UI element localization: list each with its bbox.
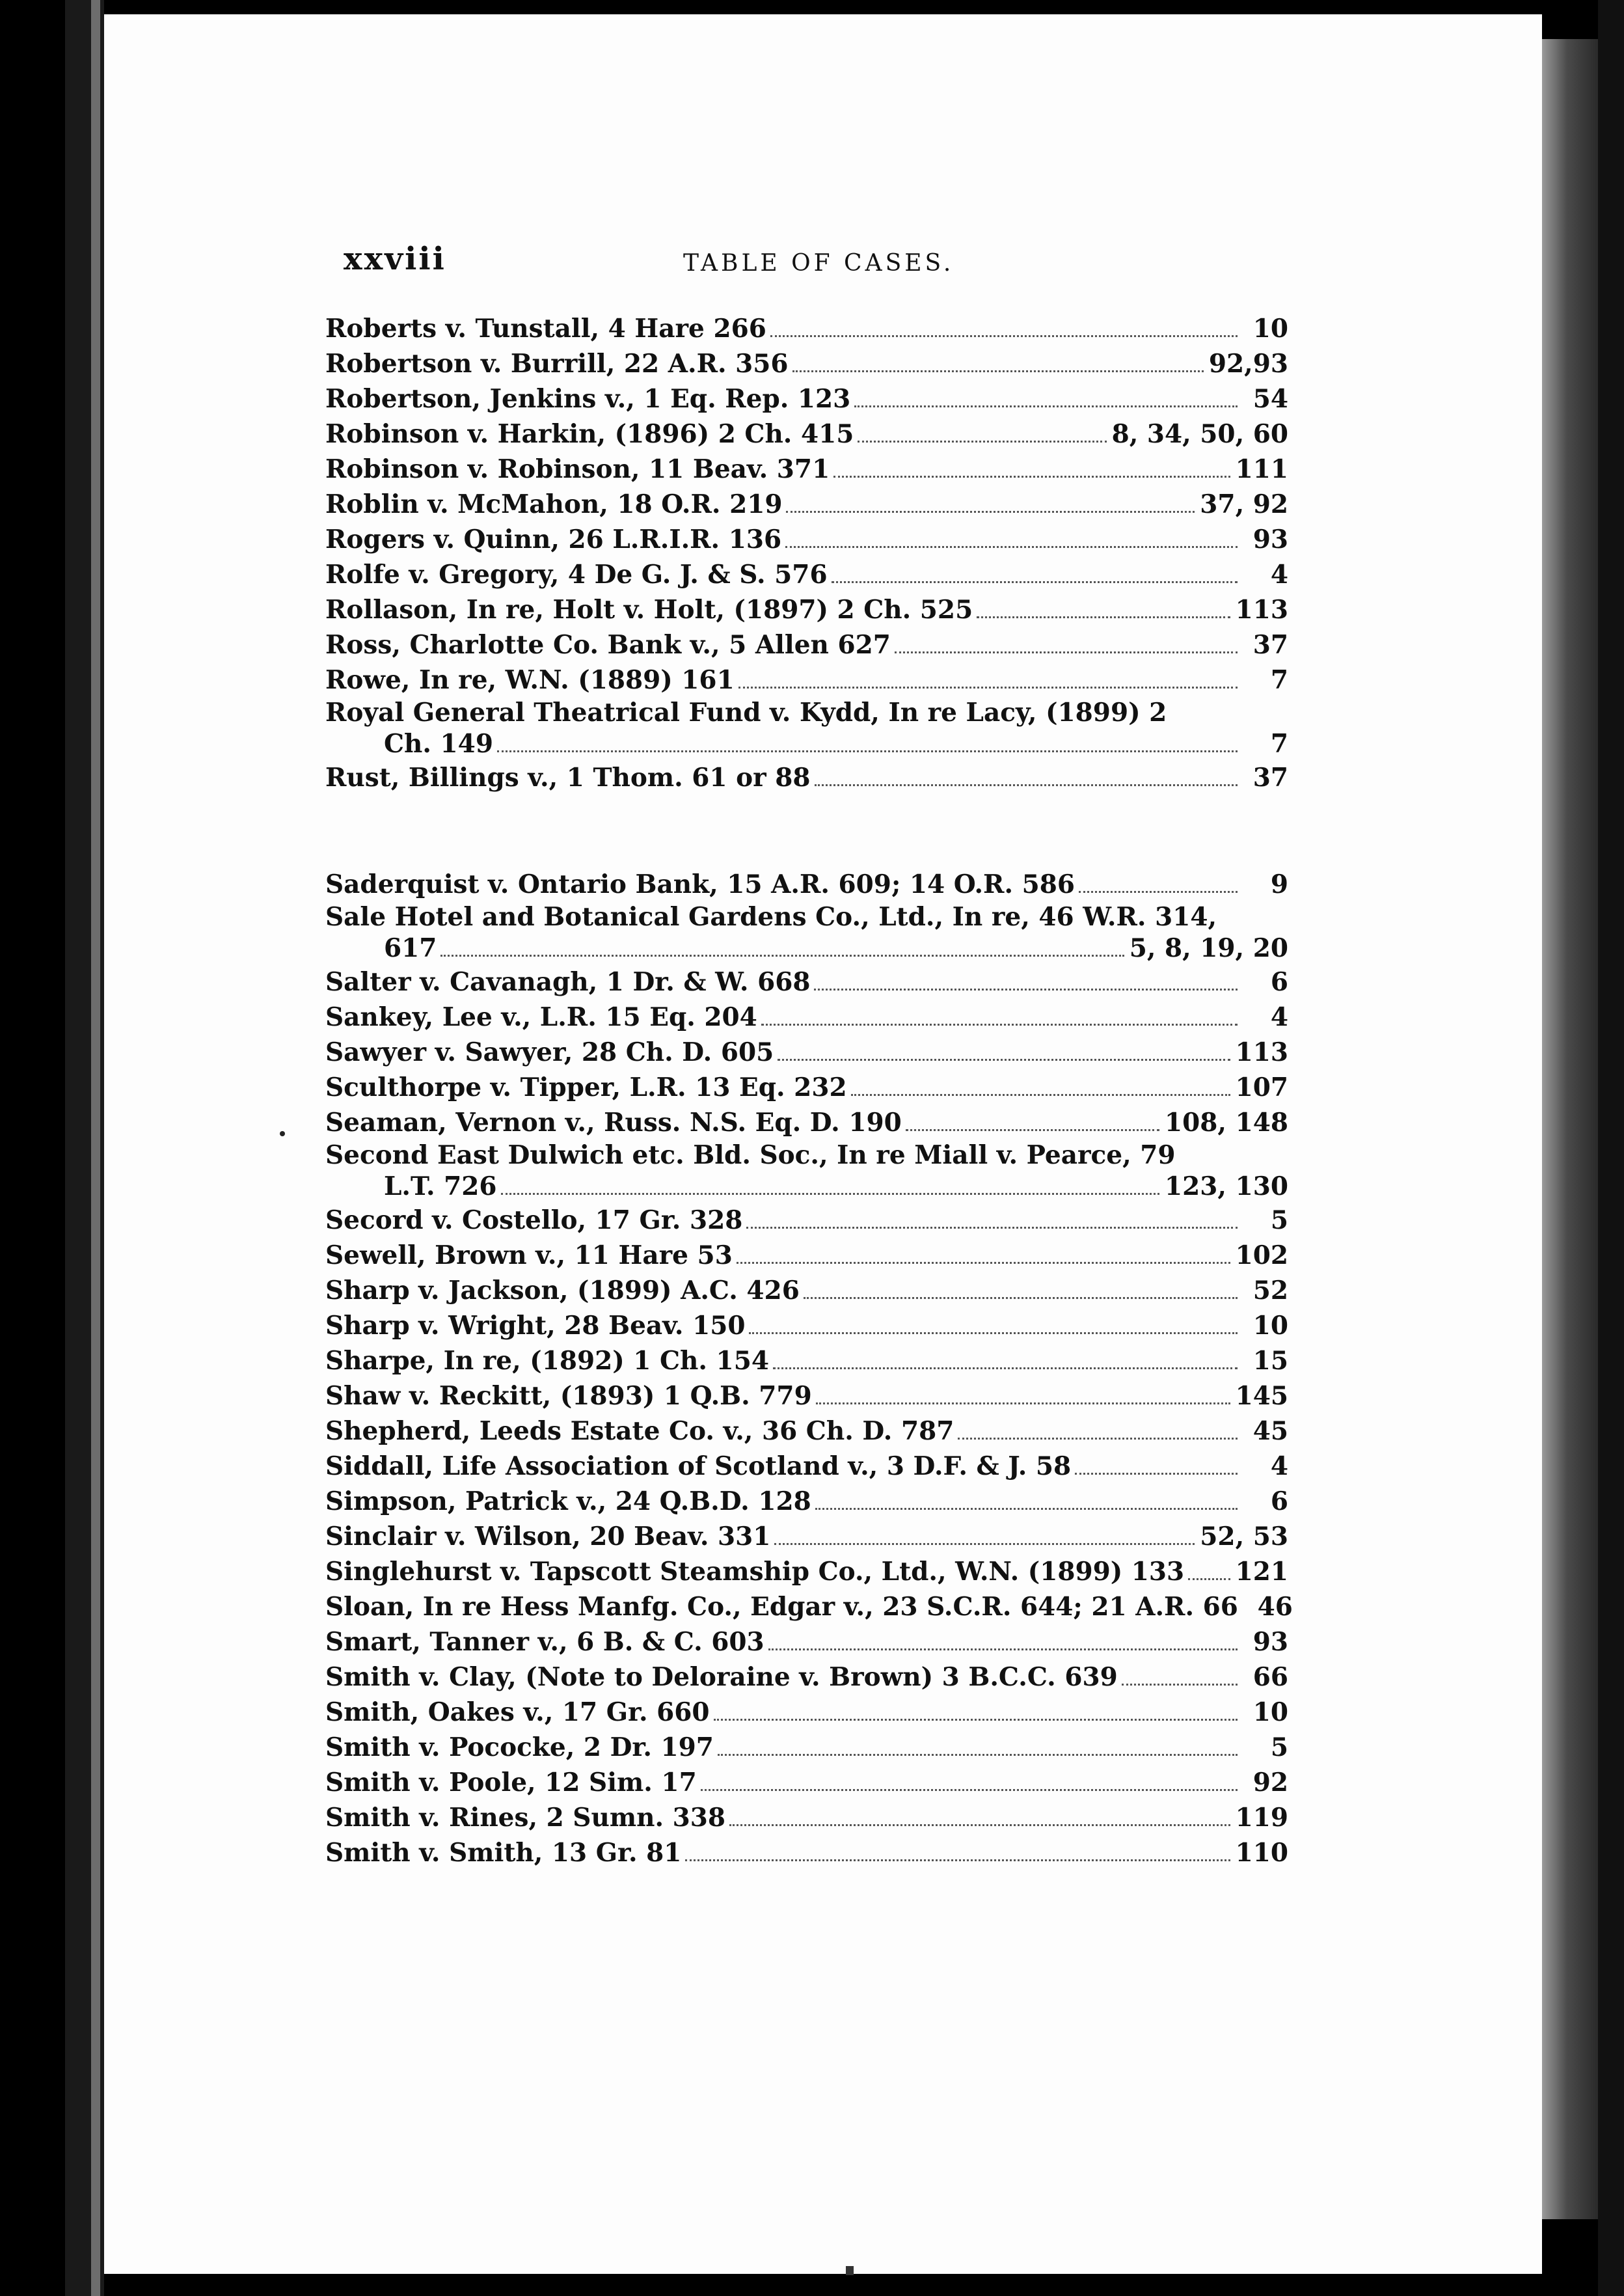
dot-leader [906,1129,1159,1131]
dot-leader [685,1859,1230,1861]
case-citation: Roberts v. Tunstall, 4 Hare 266 [325,314,766,344]
running-title: TABLE OF CASES. [683,250,954,277]
dot-leader [746,1227,1238,1229]
page-references: 6 [1270,967,1288,997]
case-citation: Sloan, In re Hess Manfg. Co., Edgar v., 23 S.C.R. 644; 21 A.R. 66 [325,1592,1238,1622]
case-citation: Robinson v. Harkin, (1896) 2 Ch. 415 [325,419,854,449]
page-references: 7 [1270,729,1288,759]
case-citation-cont: Ch. 149 [384,729,493,759]
case-citation: Shepherd, Leeds Estate Co. v., 36 Ch. D. 787 [325,1416,954,1446]
case-citation: Simpson, Patrick v., 24 Q.B.D. 128 [325,1486,811,1516]
case-citation: Rollason, In re, Holt v. Holt, (1897) 2 Ch. 525 [325,595,973,625]
case-citation: Smith v. Clay, (Note to Deloraine v. Brown) 3 B.C.C. 639 [325,1662,1118,1692]
page-references: 4 [1270,560,1288,590]
dot-leader [718,1754,1238,1756]
page-references: 107 [1235,1073,1288,1102]
case-entry [325,1519,1288,1554]
page-references: 4 [1270,1451,1288,1481]
case-continuation-line [325,728,1288,760]
dot-leader [1075,1473,1238,1475]
case-citation: Sawyer v. Sawyer, 28 Ch. D. 605 [325,1037,774,1067]
case-entry [325,1835,1288,1870]
case-entry [325,1343,1288,1378]
case-citation: Sale Hotel and Botanical Gardens Co., Ltd., In re, 46 W.R. 314, [325,902,1217,932]
page-references: 108, 148 [1165,1108,1288,1138]
case-citation: Robertson, Jenkins v., 1 Eq. Rep. 123 [325,384,851,414]
page-references: 145 [1235,1381,1288,1411]
case-citation: Second East Dulwich etc. Bld. Soc., In re Miall v. Pearce, 79 [325,1140,1176,1170]
case-entry [325,381,1288,417]
scan-border-right [1598,0,1624,2296]
dot-leader [701,1789,1238,1791]
case-citation: Smith v. Poole, 12 Sim. 17 [325,1768,697,1797]
stray-mark-bottom [846,2266,854,2275]
case-citation: Sharpe, In re, (1892) 1 Ch. 154 [325,1346,769,1376]
dot-leader [977,616,1230,618]
page-references: 6 [1270,1486,1288,1516]
case-entry [325,902,1288,964]
case-entry [325,1070,1288,1105]
case-citation: Singlehurst v. Tapscott Steamship Co., Ltd., W.N. (1899) 133 [325,1557,1185,1587]
case-entry [325,1449,1288,1484]
dot-leader [773,1367,1238,1369]
page-references: 93 [1252,1627,1288,1657]
page-references: 10 [1252,1311,1288,1341]
dot-leader [770,335,1238,337]
case-entry [325,487,1288,522]
case-entry [325,1035,1288,1070]
page-references: 5 [1270,1205,1288,1235]
dot-leader [958,1438,1238,1440]
case-entry [325,627,1288,663]
case-citation: Saderquist v. Ontario Bank, 15 A.R. 609; 14 O.R. 586 [325,869,1076,899]
case-entry [325,592,1288,627]
dot-leader [814,989,1238,991]
case-entry [325,522,1288,557]
case-citation: Sankey, Lee v., L.R. 15 Eq. 204 [325,1002,757,1032]
case-citation: Smart, Tanner v., 6 B. & C. 603 [325,1627,765,1657]
case-citation: Robertson v. Burrill, 22 A.R. 356 [325,349,789,379]
case-entry [325,663,1288,698]
dot-leader [729,1824,1230,1826]
case-citation: Seaman, Vernon v., Russ. N.S. Eq. D. 190 [325,1108,902,1138]
case-citation: Sewell, Brown v., 11 Hare 53 [325,1240,733,1270]
case-entry [325,1624,1288,1660]
section-r-entries [325,311,1288,795]
dot-leader [714,1719,1238,1721]
case-citation: Roblin v. McMahon, 18 O.R. 219 [325,489,783,519]
dot-leader [858,441,1106,443]
dot-leader [1188,1578,1230,1580]
page-references: 111 [1235,454,1288,484]
case-citation: Sinclair v. Wilson, 20 Beav. 331 [325,1522,771,1551]
dot-leader [768,1648,1238,1650]
dot-leader [1079,891,1238,893]
case-citation: Smith, Oakes v., 17 Gr. 660 [325,1697,710,1727]
dot-leader [501,1193,1159,1195]
case-citation: Sculthorpe v. Tipper, L.R. 13 Eq. 232 [325,1073,847,1102]
page-references: 37 [1252,630,1288,660]
dot-leader [895,651,1238,653]
dot-leader [851,1094,1230,1096]
section-s-entries [325,867,1293,1870]
case-entry [325,1378,1288,1414]
page-references: 5, 8, 19, 20 [1129,933,1288,963]
case-continuation-line [325,932,1288,964]
case-citation: Rogers v. Quinn, 26 L.R.I.R. 136 [325,525,782,554]
case-entry [325,964,1288,1000]
case-entry [325,1203,1288,1238]
page-references: 8, 34, 50, 60 [1111,419,1288,449]
case-entry [325,452,1288,487]
page-references: 121 [1235,1557,1288,1587]
dot-leader [440,955,1124,957]
section-gap [325,795,1288,867]
case-entry [325,417,1288,452]
case-citation: Siddall, Life Association of Scotland v., 3 D.F. & J. 58 [325,1451,1072,1481]
case-citation: Sharp v. Jackson, (1899) A.C. 426 [325,1276,800,1305]
dot-leader [761,1024,1238,1026]
case-entry [325,1308,1288,1343]
case-entry [325,1765,1288,1800]
facing-page-shadow [1542,39,1598,2219]
case-citation: Smith v. Rines, 2 Sumn. 338 [325,1803,726,1833]
dot-leader [738,687,1238,689]
page-references: 46 [1257,1592,1293,1622]
case-citation: Rowe, In re, W.N. (1889) 161 [325,665,735,695]
dot-leader [785,546,1238,548]
page-references: 37, 92 [1200,489,1288,519]
page-number: xxviii [344,241,446,277]
case-entry [325,311,1288,346]
page-references: 93 [1252,525,1288,554]
case-entry [325,1000,1288,1035]
dot-leader [774,1543,1195,1545]
page-references: 52 [1252,1276,1288,1305]
dot-leader [816,1402,1230,1404]
page-references: 113 [1235,595,1288,625]
dot-leader [497,750,1238,752]
page-references: 5 [1270,1732,1288,1762]
case-citation: Rust, Billings v., 1 Thom. 61 or 88 [325,763,811,793]
page-references: 123, 130 [1165,1171,1288,1201]
case-entry [325,1273,1288,1308]
case-citation: Secord v. Costello, 17 Gr. 328 [325,1205,743,1235]
page-references: 15 [1252,1346,1288,1376]
page-references: 54 [1252,384,1288,414]
page-references: 110 [1235,1838,1288,1868]
dot-leader [804,1297,1238,1299]
page-references: 92,93 [1208,349,1288,379]
page-references: 37 [1252,763,1288,793]
case-entry [325,1140,1288,1203]
case-entry [325,1660,1288,1695]
case-entry [325,760,1288,795]
case-entry [325,1484,1288,1519]
case-continuation-line [325,1170,1288,1203]
dot-leader [749,1332,1238,1334]
case-entry [325,1695,1288,1730]
page-references: 10 [1252,314,1288,344]
page-references: 52, 53 [1200,1522,1288,1551]
case-citation: Rolfe v. Gregory, 4 De G. J. & S. 576 [325,560,828,590]
dot-leader [792,370,1204,372]
dot-leader [786,511,1195,513]
case-entry [325,1589,1293,1624]
page-references: 66 [1252,1662,1288,1692]
page-references: 102 [1235,1240,1288,1270]
page-references: 4 [1270,1002,1288,1032]
page-references: 113 [1235,1037,1288,1067]
case-citation-cont: L.T. 726 [384,1171,497,1201]
case-entry [325,867,1288,902]
case-citation: Smith v. Smith, 13 Gr. 81 [325,1838,682,1868]
dot-leader [737,1262,1230,1264]
page-references: 45 [1252,1416,1288,1446]
dot-leader [815,1508,1238,1510]
page-references: 9 [1270,869,1288,899]
case-entry [325,1554,1288,1589]
page-references: 7 [1270,665,1288,695]
dot-leader [1122,1684,1238,1686]
case-citation: Ross, Charlotte Co. Bank v., 5 Allen 627 [325,630,891,660]
case-entry [325,1105,1288,1140]
case-citation: Sharp v. Wright, 28 Beav. 150 [325,1311,746,1341]
page-references: 119 [1235,1803,1288,1833]
page-references: 92 [1252,1768,1288,1797]
case-entry [325,346,1288,381]
case-citation: Robinson v. Robinson, 11 Beav. 371 [325,454,830,484]
case-citation: Shaw v. Reckitt, (1893) 1 Q.B. 779 [325,1381,812,1411]
case-entry [325,557,1288,592]
case-citation-cont: 617 [384,933,437,963]
dot-leader [815,784,1238,786]
case-entry [325,1238,1288,1273]
case-entry [325,1800,1288,1835]
stray-mark [280,1131,285,1136]
dot-leader [832,581,1238,583]
dot-leader [833,476,1230,478]
dot-leader [854,405,1238,407]
case-entry [325,1730,1288,1765]
page-references: 10 [1252,1697,1288,1727]
case-citation: Royal General Theatrical Fund v. Kydd, In re Lacy, (1899) 2 [325,698,1167,728]
dot-leader [778,1059,1230,1061]
case-entry [325,698,1288,760]
case-entry [325,1414,1288,1449]
case-citation: Salter v. Cavanagh, 1 Dr. & W. 668 [325,967,811,997]
table-of-cases [325,311,1293,1870]
page-edge-line [91,0,100,2296]
case-citation: Smith v. Pococke, 2 Dr. 197 [325,1732,714,1762]
